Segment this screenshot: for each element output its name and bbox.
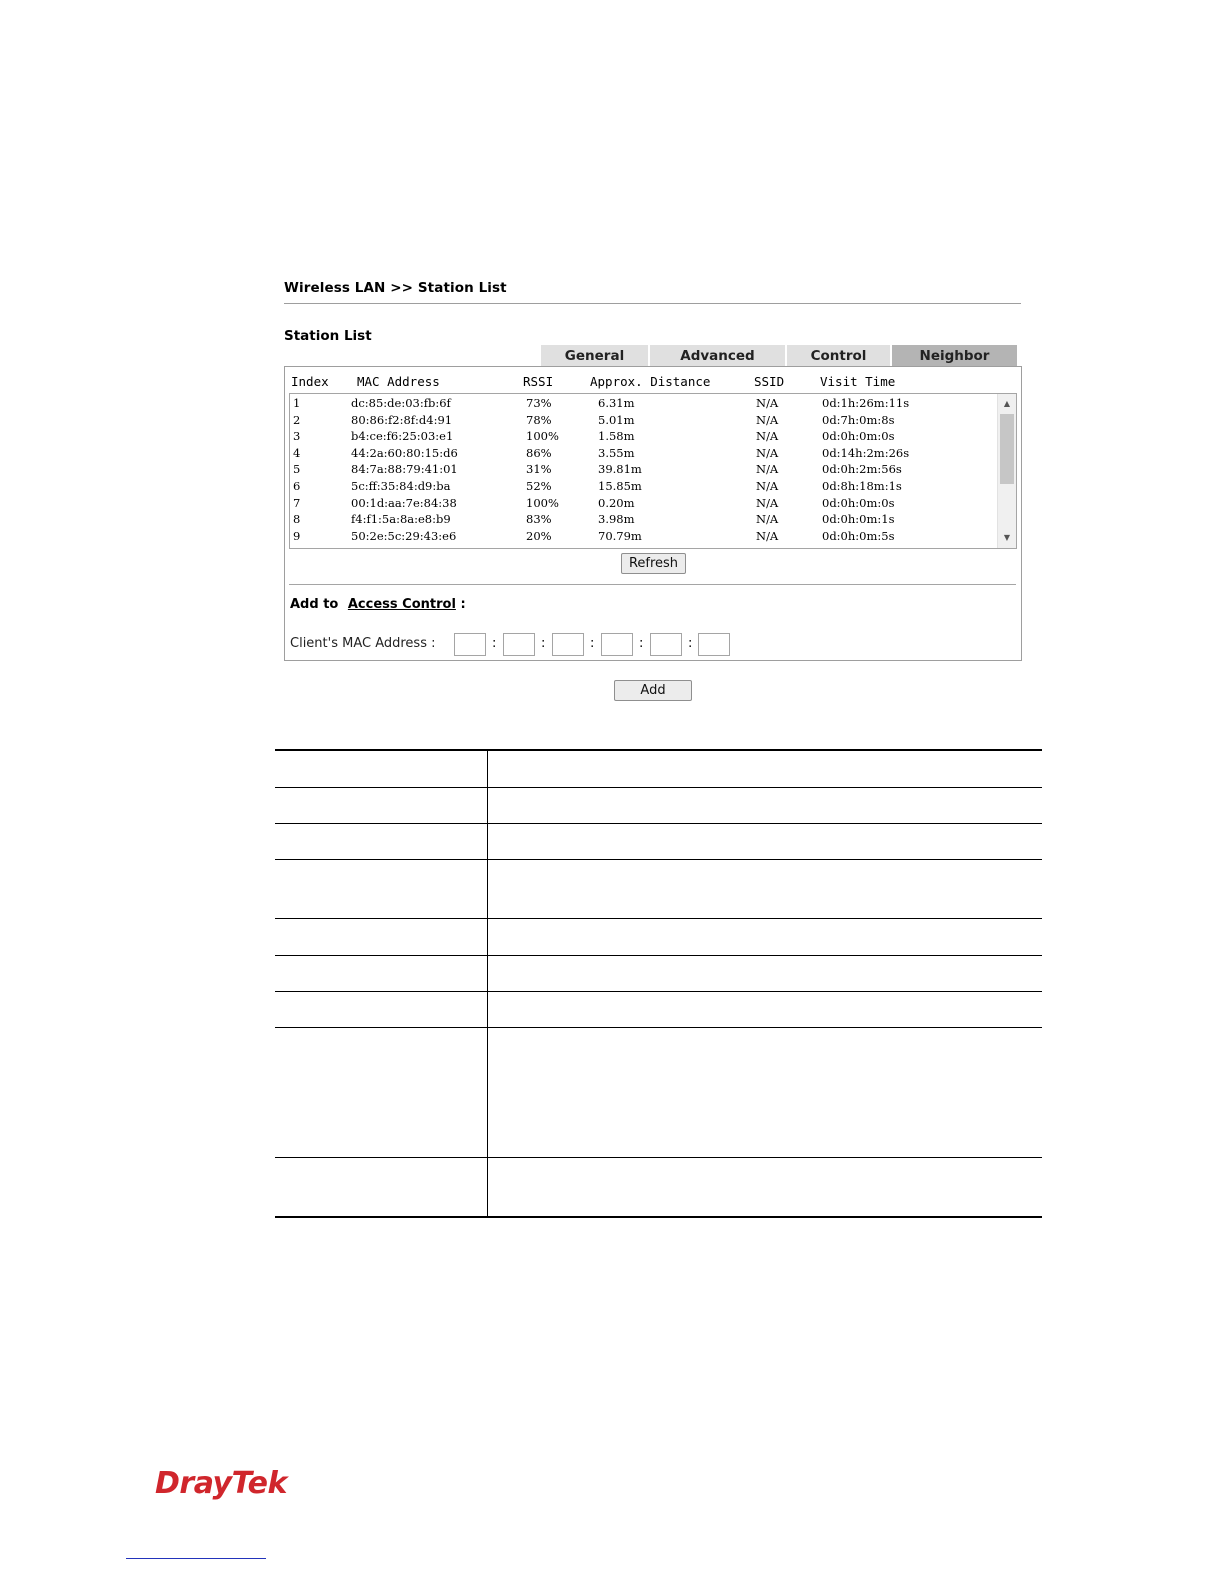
table-top-border xyxy=(275,749,1042,751)
cell-ssid: N/A xyxy=(756,412,779,427)
add-to-label: Add to xyxy=(290,597,339,612)
cell-distance: 6.31m xyxy=(598,396,635,410)
mac-separator: : xyxy=(688,636,693,651)
cell-distance: 0.20m xyxy=(598,495,635,510)
table-row-divider xyxy=(275,823,1042,824)
cell-distance: 3.55m xyxy=(598,445,635,460)
cell-distance: 39.81m xyxy=(598,462,642,477)
cell-visit-time: 0d:0h:0m:0s xyxy=(822,495,895,510)
cell-rssi: 73% xyxy=(526,396,552,410)
cell-ssid: N/A xyxy=(756,396,779,410)
cell-ssid: N/A xyxy=(756,462,779,477)
table-row[interactable] xyxy=(290,396,995,413)
cell-index: 2 xyxy=(293,412,301,427)
table-bottom-border xyxy=(275,1216,1042,1218)
table-row[interactable] xyxy=(290,496,995,513)
mac-separator: : xyxy=(541,636,546,651)
add-to-colon: : xyxy=(460,597,466,612)
table-column-divider xyxy=(487,750,488,1217)
mac-octet-1-input[interactable] xyxy=(454,633,486,656)
refresh-button[interactable]: Refresh xyxy=(621,553,686,574)
column-header-visit-time: Visit Time xyxy=(820,374,896,389)
scroll-thumb[interactable] xyxy=(1000,414,1014,484)
mac-separator: : xyxy=(590,636,595,651)
cell-visit-time: 0d:1h:26m:11s xyxy=(822,396,910,410)
cell-ssid: N/A xyxy=(756,479,779,493)
section-title: Station List xyxy=(284,328,372,344)
table-row[interactable] xyxy=(290,479,995,496)
scroll-down-arrow-icon[interactable]: ▼ xyxy=(1003,533,1011,542)
cell-rssi: 31% xyxy=(526,462,552,477)
cell-ssid: N/A xyxy=(756,445,779,460)
cell-visit-time: 0d:0h:0m:0s xyxy=(822,429,895,444)
cell-index: 7 xyxy=(293,495,301,510)
add-button[interactable]: Add xyxy=(614,680,692,701)
cell-mac: dc:85:de:03:fb:6f xyxy=(351,396,451,410)
table-row[interactable] xyxy=(290,413,995,430)
footer-rule xyxy=(126,1558,266,1559)
mac-octet-6-input[interactable] xyxy=(698,633,730,656)
tab-general[interactable]: General xyxy=(541,345,648,366)
table-row[interactable] xyxy=(290,429,995,446)
cell-visit-time: 0d:14h:2m:26s xyxy=(822,445,910,460)
cell-mac: b4:ce:f6:25:03:e1 xyxy=(351,429,454,444)
mac-octet-3-input[interactable] xyxy=(552,633,584,656)
cell-mac: 80:86:f2:8f:d4:91 xyxy=(351,412,453,427)
list-scrollbar[interactable] xyxy=(997,394,1016,548)
add-to-access-control xyxy=(290,597,466,612)
column-header-rssi: RSSI xyxy=(523,374,554,389)
table-row-divider xyxy=(275,1027,1042,1028)
cell-distance: 15.85m xyxy=(598,479,642,493)
cell-visit-time: 0d:0h:0m:1s xyxy=(822,512,895,527)
access-control-link[interactable]: Access Control xyxy=(347,597,456,612)
table-row[interactable] xyxy=(290,462,995,479)
cell-visit-time: 0d:0h:2m:56s xyxy=(822,462,902,477)
station-listbox[interactable] xyxy=(289,393,1017,549)
tab-control[interactable]: Control xyxy=(787,345,890,366)
cell-index: 6 xyxy=(293,479,301,493)
cell-mac: 84:7a:88:79:41:01 xyxy=(351,462,458,477)
table-row-divider xyxy=(275,859,1042,860)
cell-rssi: 100% xyxy=(526,495,559,510)
table-row-divider xyxy=(275,991,1042,992)
cell-rssi: 52% xyxy=(526,479,552,493)
cell-rssi: 78% xyxy=(526,412,552,427)
column-header-ssid: SSID xyxy=(754,374,785,389)
cell-ssid: N/A xyxy=(756,512,779,527)
cell-distance: 1.58m xyxy=(598,429,635,444)
mac-separator: : xyxy=(492,636,497,651)
cell-index: 3 xyxy=(293,429,301,444)
mac-octet-4-input[interactable] xyxy=(601,633,633,656)
mac-separator: : xyxy=(639,636,644,651)
cell-mac: 5c:ff:35:84:d9:ba xyxy=(351,479,451,493)
table-row[interactable] xyxy=(290,512,995,529)
cell-ssid: N/A xyxy=(756,528,779,543)
table-row-divider xyxy=(275,918,1042,919)
cell-index: 1 xyxy=(293,396,301,410)
cell-visit-time: 0d:8h:18m:1s xyxy=(822,479,902,493)
cell-ssid: N/A xyxy=(756,429,779,444)
cell-index: 9 xyxy=(293,528,301,543)
cell-mac: 50:2e:5c:29:43:e6 xyxy=(351,528,457,543)
column-header-distance: Approx. Distance xyxy=(590,374,711,389)
cell-rssi: 20% xyxy=(526,528,552,543)
cell-index: 4 xyxy=(293,445,301,460)
mac-octet-2-input[interactable] xyxy=(503,633,535,656)
tab-advanced[interactable]: Advanced xyxy=(650,345,785,366)
mac-octet-5-input[interactable] xyxy=(650,633,682,656)
cell-rssi: 100% xyxy=(526,429,559,444)
cell-visit-time: 0d:7h:0m:8s xyxy=(822,412,895,427)
cell-rssi: 86% xyxy=(526,445,552,460)
title-divider xyxy=(284,303,1021,304)
cell-rssi: 83% xyxy=(526,512,552,527)
cell-ssid: N/A xyxy=(756,495,779,510)
cell-distance: 70.79m xyxy=(598,528,642,543)
client-mac-label: Client's MAC Address : xyxy=(290,636,436,651)
cell-distance: 3.98m xyxy=(598,512,635,527)
cell-visit-time: 0d:0h:0m:5s xyxy=(822,528,895,543)
table-row-divider xyxy=(275,787,1042,788)
column-header-mac: MAC Address xyxy=(357,374,440,389)
draytek-logo: DrayTek xyxy=(155,1466,287,1501)
cell-mac: 44:2a:60:80:15:d6 xyxy=(351,445,458,460)
breadcrumb: Wireless LAN >> Station List xyxy=(284,280,507,296)
cell-distance: 5.01m xyxy=(598,412,635,427)
cell-index: 5 xyxy=(293,462,301,477)
tab-bar xyxy=(541,345,1017,366)
column-header-index: Index xyxy=(291,374,329,389)
table-row-divider xyxy=(275,955,1042,956)
cell-mac: 00:1d:aa:7e:84:38 xyxy=(351,495,457,510)
scroll-up-arrow-icon[interactable]: ▲ xyxy=(1003,399,1011,408)
table-row[interactable] xyxy=(290,446,995,463)
tab-neighbor[interactable]: Neighbor xyxy=(892,345,1017,366)
panel-divider xyxy=(289,584,1016,585)
table-row[interactable] xyxy=(290,529,995,546)
cell-mac: f4:f1:5a:8a:e8:b9 xyxy=(351,512,451,527)
cell-index: 8 xyxy=(293,512,301,527)
table-row-divider xyxy=(275,1157,1042,1158)
